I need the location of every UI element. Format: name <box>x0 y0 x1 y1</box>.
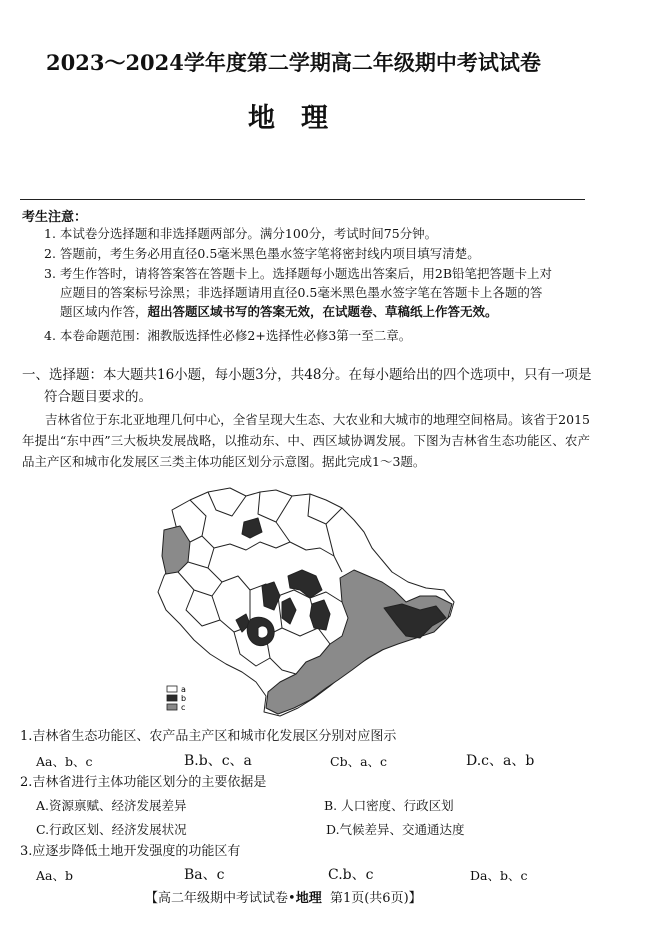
question-3-option-c: C.b、c <box>328 867 374 883</box>
question-1-option-c: Cb、a、c <box>330 754 388 769</box>
question-3-option-b: Ba、c <box>184 867 225 883</box>
question-2-stem: 2.吉林省进行主体功能区划分的主要依据是 <box>20 775 267 790</box>
question-1-option-a: Aa、b、c <box>36 754 93 769</box>
passage-text: 吉林省位于东北亚地理几何中心，全省呈现大生态、大农业和大城市的地理空间格局。该省于2015年提出“东中西”三大板块发展战略，以推动东、中、西区域协调发展。下图为吉林省生态功能区、农产品主产区和城市化发展区三类主体功能区划分示意图。据此完成1～3题。 <box>22 412 590 469</box>
footer-page-number: 第1页(共6页)】 <box>329 891 422 906</box>
question-1-option-d: D.c、a、b <box>466 753 535 769</box>
question-1-stem: 1.吉林省生态功能区、农产品主产区和城市化发展区分别对应图示 <box>20 729 397 744</box>
page-footer <box>145 887 422 906</box>
question-3-stem: 3.应逐步降低土地开发强度的功能区有 <box>20 844 241 859</box>
footer-dot: • <box>288 891 296 906</box>
legend-label-b: b <box>181 694 187 703</box>
footer-exam-label: 【高二年级期中考试试卷 <box>145 891 289 906</box>
notice-item-1: 1. 本试卷分选择题和非选择题两部分。满分100分，考试时间75分钟。 <box>44 226 438 241</box>
map-zone-a-inner <box>258 626 268 638</box>
question-2-option-b: B. 人口密度、行政区划 <box>324 798 454 813</box>
question-3-option-a: Aa、b <box>36 868 73 883</box>
header-divider <box>20 199 585 200</box>
notice-heading: 考生注意： <box>22 210 88 225</box>
subject-title: 地理 <box>248 103 354 134</box>
question-2-option-d: D.气候差异、交通通达度 <box>326 822 465 837</box>
section-heading-line1: 一、选择题：本大题共16小题，每小题3分，共48分。在每小题给出的四个选项中，只有一项是 <box>22 367 592 383</box>
notice-item-3: 3. 考生作答时，请将答案答在答题卡上。选择题每小题选出答案后，用2B铅笔把答题卡上对 <box>44 266 553 281</box>
legend-label-a: a <box>181 685 186 694</box>
exam-title: 2023～2024学年度第二学期高二年级期中考试试卷 <box>46 50 541 75</box>
legend-swatch-b <box>167 695 177 701</box>
notice-item-3-cont2 <box>60 302 498 322</box>
footer-subject: 地理 <box>295 891 322 906</box>
question-2-option-a: A.资源禀赋、经济发展差异 <box>36 798 187 813</box>
notice-item-4: 4. 本卷命题范围：湘教版选择性必修2+选择性必修3第一至二章。 <box>44 328 412 343</box>
question-1-option-b: B.b、c、a <box>184 753 252 769</box>
legend-label-c: c <box>181 703 186 712</box>
notice-item-2: 2. 答题前，考生务必用直径0.5毫米黑色墨水签字笔将密封线内项目填写清楚。 <box>44 246 480 261</box>
question-3-option-d: Da、b、c <box>470 868 528 883</box>
jilin-function-zone-map <box>150 486 460 721</box>
notice-item-3-cont: 应题目的答案标号涂黑；非选择题请用直径0.5毫米黑色墨水签字笔在答题卡上各题的答 <box>60 285 543 300</box>
section-heading <box>22 364 602 408</box>
notice-item-3-bold: 超出答题区域书写的答案无效，在试题卷、草稿纸上作答无效。 <box>147 304 498 319</box>
map-legend <box>167 685 186 712</box>
section-heading-line2: 符合题目要求的。 <box>44 389 152 405</box>
legend-swatch-c <box>167 704 177 710</box>
question-2-option-c: C.行政区划、经济发展状况 <box>36 822 187 837</box>
notice-item-3-text: 题区域内作答， <box>60 304 148 319</box>
legend-swatch-a <box>167 686 177 692</box>
